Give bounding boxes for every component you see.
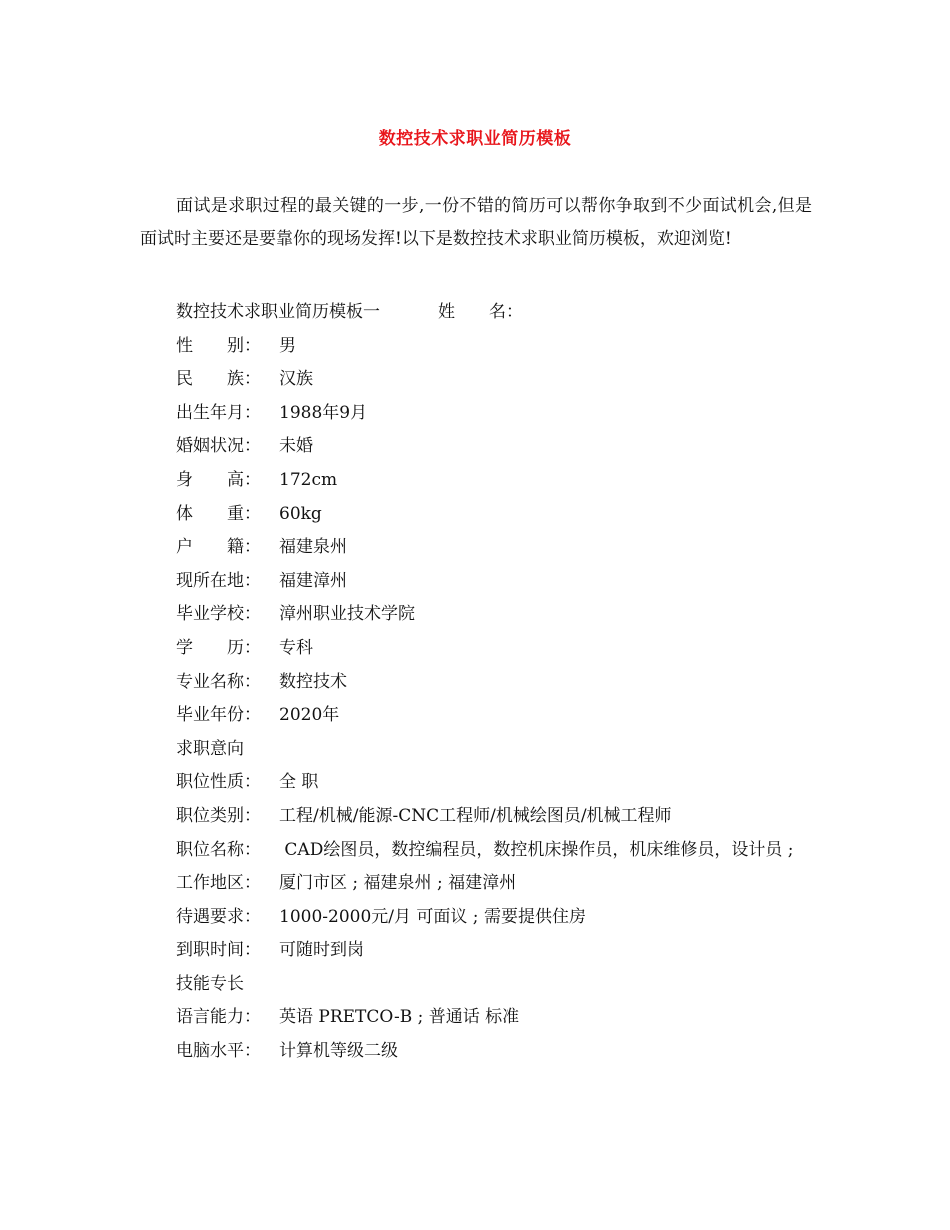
section-heading: 技能专长: [176, 973, 244, 994]
field-row-start-time: [140, 934, 820, 968]
field-label: 毕业年份：: [176, 705, 261, 726]
field-value: 可随时到岗: [279, 940, 364, 961]
field-label: 职位类别：: [176, 805, 261, 826]
field-row-work-area: [140, 867, 820, 901]
field-label: 待遇要求：: [176, 906, 261, 927]
field-row-job-nature: [140, 766, 820, 800]
section-heading-skills: [140, 968, 820, 1002]
field-value: 汉族: [279, 369, 313, 390]
field-row-graduation: [140, 699, 820, 733]
field-value: 工程/机械/能源-CNC工程师/机械绘图员/机械工程师: [279, 805, 672, 826]
field-row-hukou: [140, 531, 820, 565]
field-label: 工作地区：: [176, 873, 261, 894]
field-label: 毕业学校：: [176, 604, 261, 625]
field-row-gender: [140, 330, 820, 364]
intro-paragraph: 面试是求职过程的最关键的一步,一份不错的简历可以帮你争取到不少面试机会,但是面试时主要还是要靠你的现场发挥!以下是数控技术求职业简历模板，欢迎浏览!: [140, 196, 812, 249]
field-value: 172cm: [279, 469, 338, 490]
field-value: CAD绘图员，数控编程员，数控机床操作员，机床维修员，设计员 ;: [279, 839, 794, 860]
field-label: 户 籍：: [176, 537, 261, 558]
field-row-marital: [140, 430, 820, 464]
field-row-location: [140, 565, 820, 599]
field-row-computer: [140, 1035, 820, 1069]
field-row-birth: [140, 397, 820, 431]
field-value: 厦门市区 ; 福建泉州 ; 福建漳州: [279, 873, 517, 894]
field-value: 数控技术: [279, 671, 347, 692]
document-title: 数控技术求职业简历模板: [378, 129, 572, 149]
field-label: 身 高：: [176, 469, 261, 490]
section-heading-intent: [140, 733, 820, 767]
field-label: 性 别：: [176, 335, 261, 356]
field-row-major: [140, 666, 820, 700]
field-label: 电脑水平：: [176, 1041, 261, 1062]
field-label: 出生年月：: [176, 402, 261, 423]
field-value: 1000-2000元/月 可面议 ; 需要提供住房: [279, 906, 586, 927]
field-row-ethnicity: [140, 363, 820, 397]
field-label: 现所在地：: [176, 570, 261, 591]
field-value: 未婚: [279, 436, 313, 457]
name-label: 姓 名：: [438, 302, 523, 322]
template-name-row: [140, 296, 820, 330]
field-value: 男: [279, 335, 296, 356]
field-row-weight: [140, 498, 820, 532]
field-row-salary: [140, 901, 820, 935]
field-label: 体 重：: [176, 503, 261, 524]
field-value: 福建漳州: [279, 570, 347, 591]
field-row-school: [140, 598, 820, 632]
field-label: 职位名称：: [176, 839, 261, 860]
field-value: 1988年9月: [279, 402, 368, 423]
field-value: 计算机等级二级: [279, 1041, 398, 1062]
field-label: 民 族：: [176, 369, 261, 390]
field-row-height: [140, 464, 820, 498]
field-value: 2020年: [279, 705, 340, 726]
field-value: 全 职: [279, 772, 319, 793]
resume-fields: [140, 296, 820, 1069]
field-value: 英语 PRETCO-B ; 普通话 标准: [279, 1007, 520, 1028]
field-value: 专科: [279, 637, 313, 658]
field-row-language: [140, 1001, 820, 1035]
field-value: 60kg: [279, 503, 322, 524]
field-row-job-category: [140, 800, 820, 834]
field-label: 到职时间：: [176, 940, 261, 961]
field-label: 婚姻状况：: [176, 436, 261, 457]
field-row-education: [140, 632, 820, 666]
field-label: 学 历：: [176, 637, 261, 658]
field-row-position-name: [140, 834, 812, 868]
field-value: 福建泉州: [279, 537, 347, 558]
field-label: 语言能力：: [176, 1007, 261, 1028]
field-value: 漳州职业技术学院: [279, 604, 415, 625]
field-label: 专业名称：: [176, 671, 261, 692]
template-label: 数控技术求职业简历模板一: [176, 302, 380, 322]
field-label: 职位性质：: [176, 772, 261, 793]
section-heading: 求职意向: [176, 738, 244, 759]
